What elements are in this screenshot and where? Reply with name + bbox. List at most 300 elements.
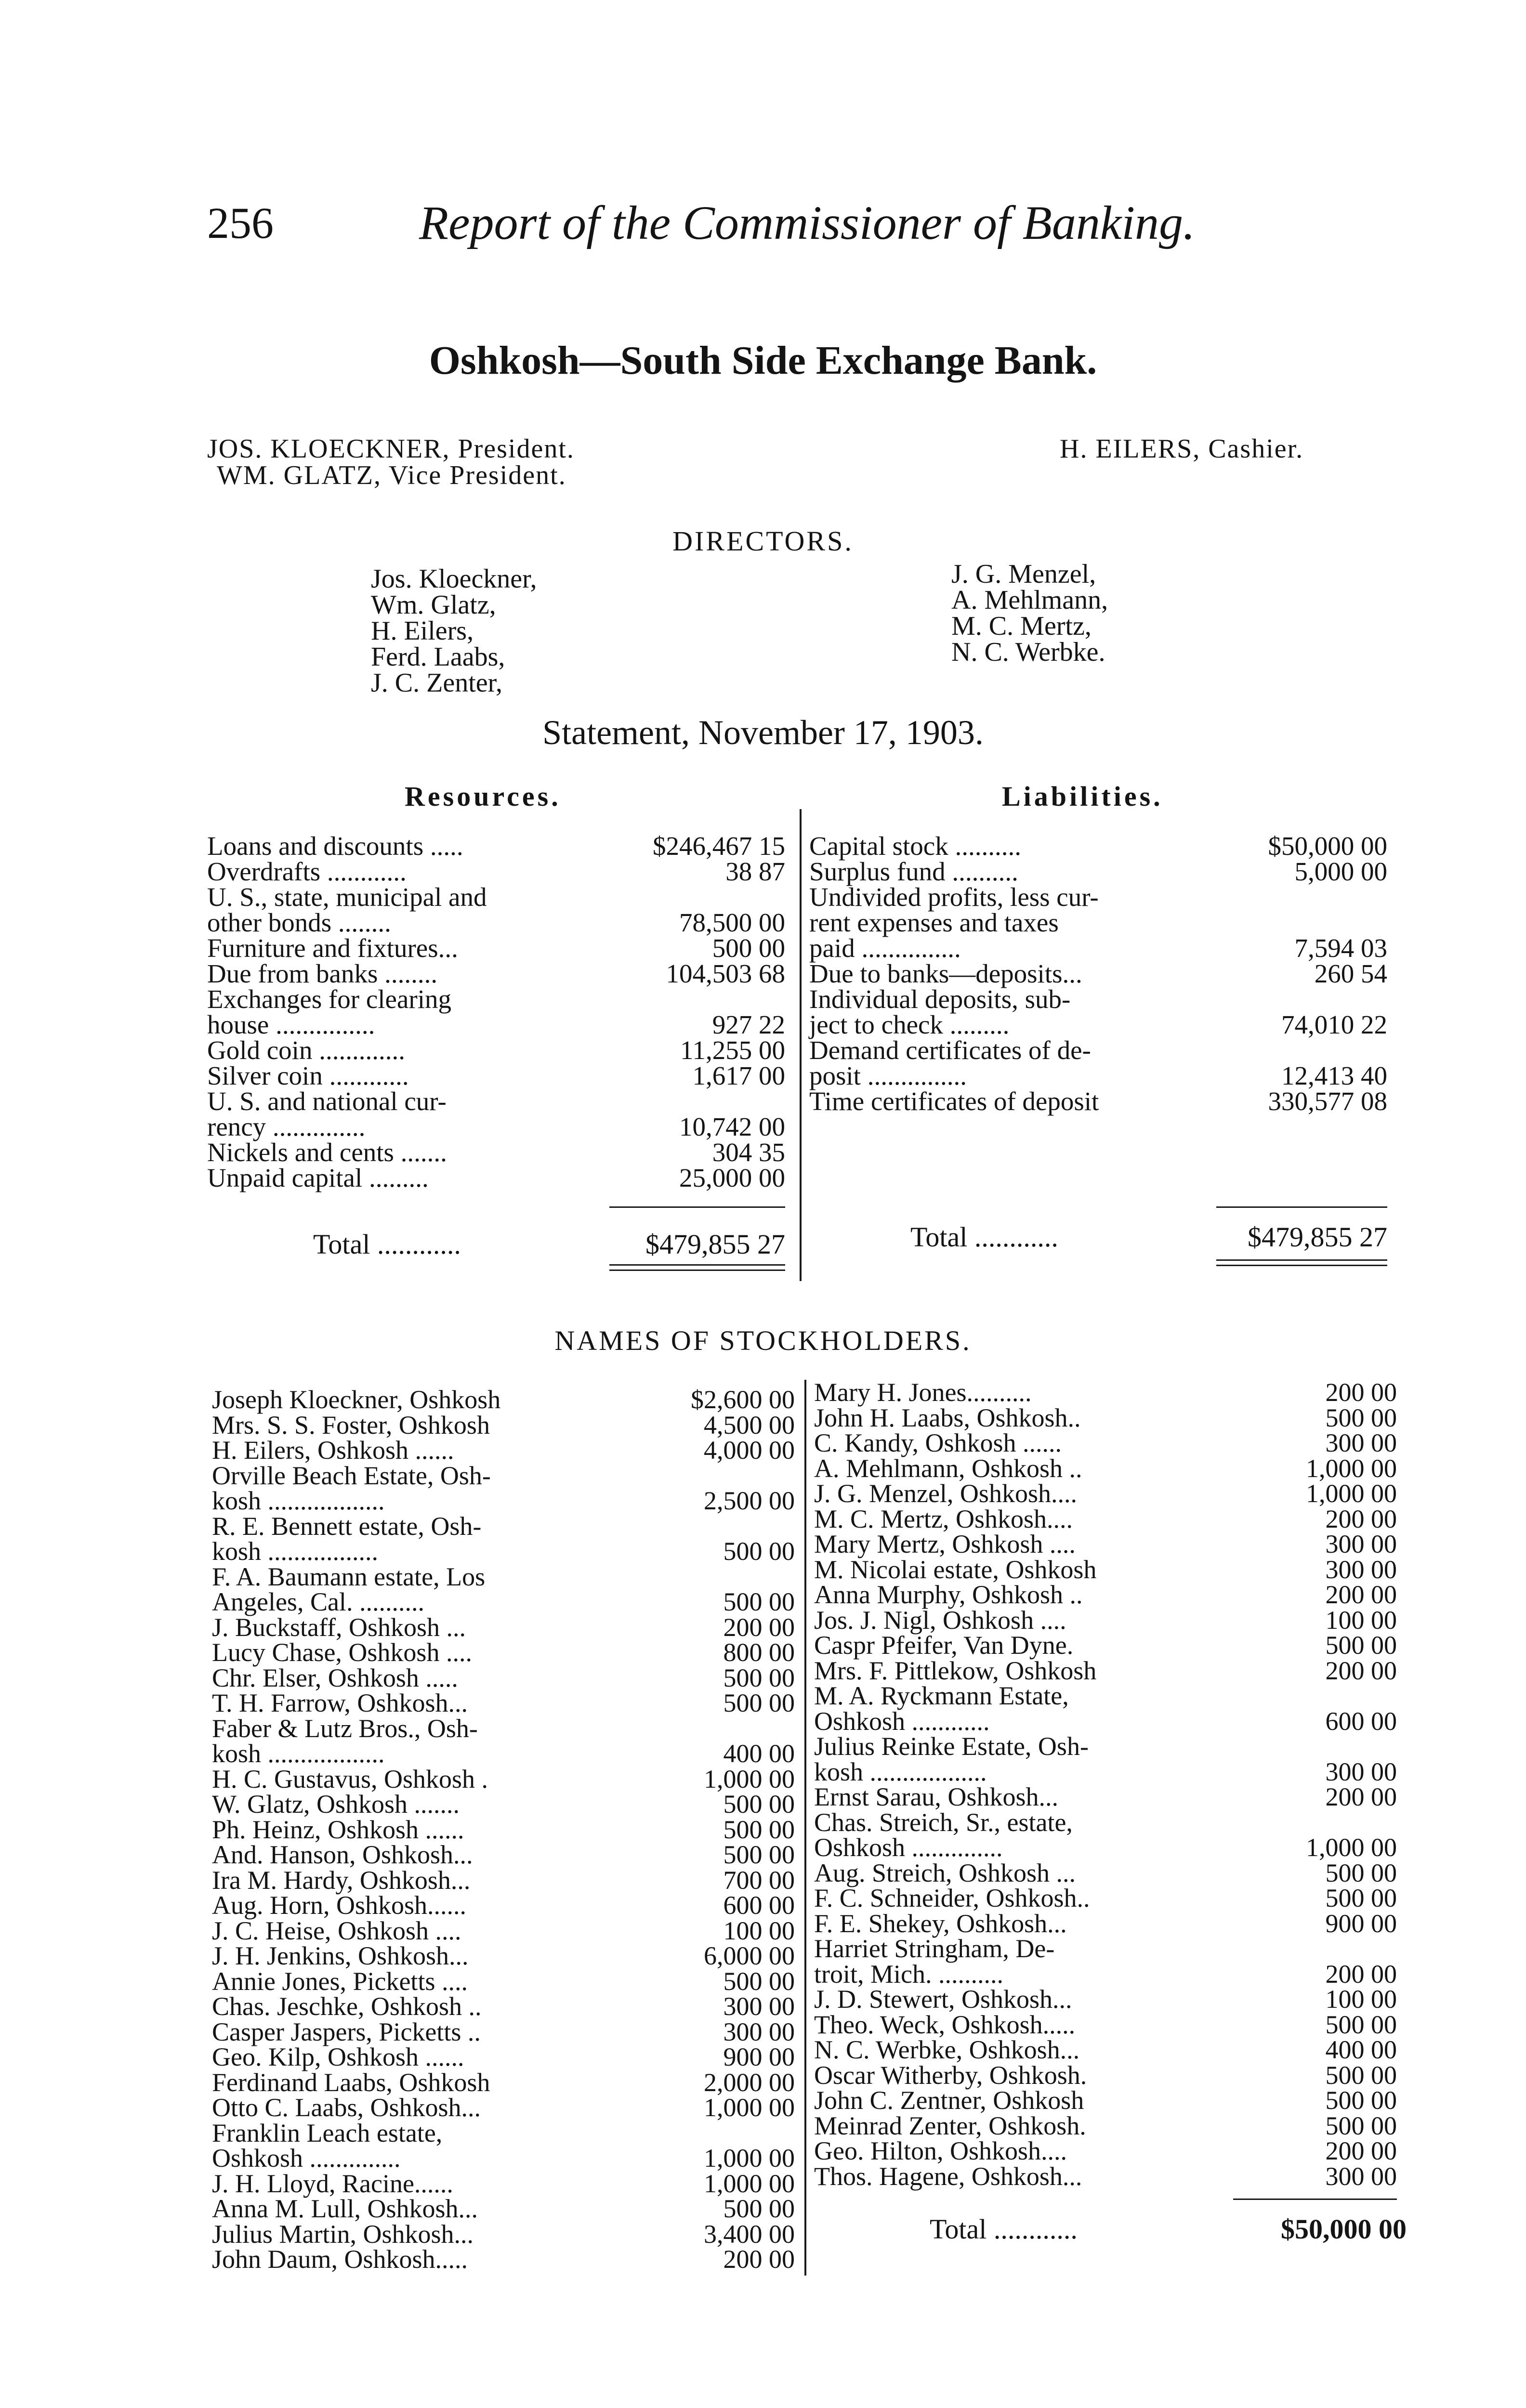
resource-row-amount: 25,000 00 — [679, 1163, 785, 1192]
stockholder-row-label: Annie Jones, Picketts .... — [212, 1966, 468, 1996]
resource-row — [207, 986, 785, 1012]
stockholder-row-label: Mary H. Jones.......... — [814, 1378, 1032, 1407]
resource-row-amount: 304 35 — [712, 1138, 785, 1167]
stockholder-row — [212, 1539, 795, 1564]
stockholder-row-label: Julius Martin, Oshkosh... — [212, 2219, 474, 2249]
stockholder-row — [814, 1835, 1397, 1860]
stockholder-row-amount: 500 00 — [723, 1815, 795, 1844]
stockholder-row-label: Anna M. Lull, Oshkosh... — [212, 2194, 478, 2223]
stockholder-row — [814, 2088, 1397, 2113]
stockholder-row — [814, 1531, 1397, 1557]
resource-row-label: Gold coin ............. — [207, 1035, 405, 1065]
liability-row-label: Demand certificates of de- — [809, 1035, 1091, 1065]
stockholder-row-amount: 100 00 — [1325, 1605, 1397, 1635]
stockholder-row-label: Otto C. Laabs, Oshkosh... — [212, 2093, 481, 2122]
liabilities-total-label: Total ............ — [910, 1221, 1058, 1253]
stockholder-row-amount: 4,000 00 — [704, 1436, 795, 1465]
stockholder-row-label: Lucy Chase, Oshkosh .... — [212, 1638, 472, 1667]
liability-row-label: ject to check ......... — [809, 1010, 1010, 1039]
resource-row — [207, 833, 785, 859]
resource-row — [207, 859, 785, 884]
resource-row-label: U. S. and national cur- — [207, 1086, 447, 1116]
stockholder-row-label: kosh .................. — [814, 1757, 987, 1786]
stockholder-row-amount: 500 00 — [723, 2194, 795, 2223]
director-name: Ferd. Laabs, — [371, 642, 505, 672]
director-name: J. G. Menzel, — [951, 559, 1096, 589]
stockholder-row — [212, 2247, 795, 2272]
stockholder-row — [212, 1943, 795, 1969]
liability-row — [809, 961, 1387, 986]
stockholder-row — [814, 1936, 1397, 1962]
liability-row-label: Surplus fund .......... — [809, 857, 1018, 886]
stockholder-row-label: Ferdinand Laabs, Oshkosh — [212, 2068, 490, 2097]
stockholder-row — [814, 1658, 1397, 1684]
stockholder-row — [814, 2161, 1397, 2191]
stockholder-row-label: Casper Jaspers, Picketts .. — [212, 2017, 481, 2046]
resource-row — [207, 1012, 785, 1037]
stockholder-row — [212, 1842, 795, 1868]
stockholder-row-amount: 1,000 00 — [704, 1764, 795, 1793]
liability-row-amount: $50,000 00 — [1268, 831, 1387, 861]
stockholder-row-label: J. C. Heise, Oshkosh .... — [212, 1916, 461, 1945]
stockholder-row-amount: 200 00 — [1325, 1782, 1397, 1811]
stockholder-row — [814, 1885, 1397, 1911]
stockholder-row — [212, 2219, 795, 2249]
stockholder-row-amount: 300 00 — [1325, 2161, 1397, 2191]
stockholder-row-label: Oscar Witherby, Oshkosh. — [814, 2060, 1087, 2090]
director-name: M. C. Mertz, — [951, 611, 1092, 641]
liability-row — [809, 1012, 1387, 1037]
stockholder-row-amount: 1,000 00 — [704, 2144, 795, 2172]
resource-row — [207, 1114, 785, 1139]
liability-row-label: Due to banks—deposits... — [809, 959, 1082, 988]
stockholder-row-amount: 200 00 — [723, 2245, 795, 2274]
stockholder-row — [212, 1387, 795, 1413]
stockholder-row — [212, 2019, 795, 2045]
liabilities-total: $479,855 27 — [1248, 1221, 1387, 1253]
stockholder-row — [814, 1807, 1397, 1837]
resource-row-amount: 1,617 00 — [692, 1061, 785, 1090]
page-number: 256 — [207, 198, 274, 248]
stockholder-row — [814, 1706, 1397, 1736]
stockholder-row-label: Chas. Jeschke, Oshkosh .. — [212, 1992, 482, 2021]
stockholder-row-amount: 200 00 — [1325, 1656, 1397, 1685]
stockholder-row — [212, 1438, 795, 1463]
liability-row-amount: 330,577 08 — [1268, 1086, 1387, 1116]
stockholder-row-amount: $2,600 00 — [691, 1385, 795, 1414]
stockholder-row — [814, 1987, 1397, 2012]
stockholder-row-amount: 600 00 — [723, 1891, 795, 1920]
resources-total-rule — [609, 1206, 785, 1208]
resources-list — [207, 833, 785, 1191]
resource-row-label: Exchanges for clearing — [207, 984, 451, 1014]
stockholder-row-amount: 300 00 — [1325, 1530, 1397, 1558]
stockholder-row — [212, 1488, 795, 1514]
stockholder-row-label: kosh .................. — [212, 1739, 385, 1768]
stockholder-row-amount: 200 00 — [1325, 1959, 1397, 1989]
stockholder-row — [814, 1557, 1397, 1583]
stockholder-row — [814, 1605, 1397, 1635]
resource-row-amount: $246,467 15 — [653, 831, 785, 861]
stockholder-row — [814, 1860, 1397, 1886]
stockholder-row-amount: 500 00 — [723, 1966, 795, 1996]
stockholder-row — [212, 1716, 795, 1741]
directors-heading: DIRECTORS. — [672, 525, 854, 557]
stockholder-row — [814, 1683, 1397, 1709]
director-name: Wm. Glatz, — [371, 590, 496, 620]
stockholder-row — [212, 2146, 795, 2171]
stockholder-row — [212, 2120, 795, 2146]
liabilities-total-rule — [1216, 1206, 1387, 1208]
resource-row-label: Silver coin ............ — [207, 1061, 409, 1090]
stockholder-row — [814, 1453, 1397, 1483]
stockholder-row-label: kosh .................. — [212, 1486, 385, 1515]
director-name: N. C. Werbke. — [951, 637, 1105, 667]
stockholder-row — [814, 1582, 1397, 1608]
stockholder-row-amount: 500 00 — [1325, 2060, 1397, 2090]
stockholder-row — [814, 1430, 1397, 1456]
stockholder-row — [814, 1633, 1397, 1658]
stockholder-row-label: T. H. Farrow, Oshkosh... — [212, 1688, 468, 1717]
stockholder-row-amount: 800 00 — [723, 1638, 795, 1667]
stockholder-row-amount: 100 00 — [723, 1916, 795, 1945]
liability-row — [809, 910, 1387, 935]
stockholder-row-amount: 200 00 — [1325, 1580, 1397, 1609]
stockholder-row-amount: 1,000 00 — [704, 2093, 795, 2122]
stockholder-row-label: Meinrad Zenter, Oshkosh. — [814, 2111, 1086, 2140]
stockholder-row-amount: 300 00 — [1325, 1428, 1397, 1457]
stockholder-row — [814, 1506, 1397, 1532]
resource-row-amount: 104,503 68 — [666, 959, 785, 988]
stockholder-row-label: J. D. Stewert, Oshkosh... — [814, 1985, 1072, 2014]
stockholder-row-amount: 500 00 — [1325, 2111, 1397, 2140]
stockholder-row-amount: 900 00 — [1325, 1909, 1397, 1938]
stockholder-row — [814, 1784, 1397, 1810]
stockholder-row-label: Oshkosh ............ — [814, 1706, 990, 1736]
stockholder-row-amount: 600 00 — [1325, 1706, 1397, 1736]
liability-row-label: Undivided profits, less cur- — [809, 882, 1099, 912]
stockholder-row — [814, 1759, 1397, 1785]
stockholder-row — [212, 2196, 795, 2222]
stockholder-row-label: And. Hanson, Oshkosh... — [212, 1840, 473, 1869]
stockholder-row-label: Thos. Hagene, Oshkosh... — [814, 2161, 1082, 2191]
stockholder-row — [212, 1511, 795, 1541]
stockholder-row — [212, 1690, 795, 1716]
resources-total-label: Total ............ — [313, 1229, 461, 1260]
liability-row — [809, 859, 1387, 884]
resource-row-amount: 927 22 — [712, 1010, 785, 1039]
stockholder-row — [814, 2138, 1397, 2164]
resource-row-label: house ............... — [207, 1010, 375, 1039]
resource-row-label: U. S., state, municipal and — [207, 882, 487, 912]
stockholder-row-label: M. A. Ryckmann Estate, — [814, 1681, 1069, 1710]
resource-row-label: Overdrafts ............ — [207, 857, 407, 886]
stockholder-row — [212, 1564, 795, 1590]
liability-row-label: posit ............... — [809, 1061, 967, 1090]
liability-row-amount: 260 54 — [1314, 959, 1387, 988]
stockholder-row — [212, 2171, 795, 2197]
stockholder-row — [212, 1463, 795, 1489]
resource-row — [207, 1088, 785, 1114]
stockholder-row — [212, 1640, 795, 1665]
stockholder-row — [212, 1865, 795, 1895]
stockholder-row-label: Geo. Kilp, Oshkosh ...... — [212, 2042, 464, 2071]
stockholder-row — [212, 2095, 795, 2120]
stockholder-row-amount: 500 00 — [1325, 1884, 1397, 1912]
liability-row — [809, 1063, 1387, 1088]
resource-row — [207, 961, 785, 986]
stockholder-row — [814, 1911, 1397, 1937]
stockholder-row-amount: 500 00 — [1325, 2010, 1397, 2039]
stockholder-row-amount: 1,000 00 — [704, 2169, 795, 2198]
resource-row-label: Furniture and fixtures... — [207, 933, 458, 963]
stockholders-total-label: Total ............ — [930, 2213, 1078, 2245]
stockholder-row-amount: 200 00 — [1325, 2136, 1397, 2165]
stockholder-row — [212, 1966, 795, 1996]
stockholder-row-label: John H. Laabs, Oshkosh.. — [814, 1403, 1081, 1432]
stockholder-row-label: J. Buckstaff, Oshkosh ... — [212, 1612, 466, 1642]
stockholder-row-label: F. A. Baumann estate, Los — [212, 1562, 486, 1591]
stockholder-row-label: Jos. J. Nigl, Oshkosh .... — [814, 1605, 1066, 1635]
stockholder-row-label: N. C. Werbke, Oshkosh... — [814, 2035, 1080, 2064]
stockholder-row-amount: 1,000 00 — [1306, 1453, 1397, 1483]
resources-double-rule-b — [609, 1269, 785, 1271]
stockholder-row — [212, 1994, 795, 2019]
stockholder-row-label: Mrs. S. S. Foster, Oshkosh — [212, 1410, 490, 1440]
liabilities-double-rule-a — [1216, 1259, 1387, 1261]
stockholder-row-label: Aug. Streich, Oshkosh ... — [814, 1858, 1076, 1887]
stockholder-row — [814, 2060, 1397, 2090]
liability-row — [809, 833, 1387, 859]
stockholder-row-amount: 300 00 — [723, 1992, 795, 2021]
stockholder-row-amount: 200 00 — [723, 1612, 795, 1642]
stockholder-row-label: Geo. Hilton, Oshkosh.... — [814, 2136, 1067, 2165]
resources-total: $479,855 27 — [645, 1229, 785, 1260]
stockholder-row — [814, 1380, 1397, 1405]
stockholder-row-amount: 400 00 — [723, 1739, 795, 1768]
directors-right-column — [951, 561, 1108, 665]
stockholder-row-amount: 900 00 — [723, 2042, 795, 2071]
stockholder-row — [212, 1893, 795, 1918]
liabilities-double-rule-b — [1216, 1265, 1387, 1266]
stockholder-row-amount: 6,000 00 — [704, 1941, 795, 1970]
stockholder-row-label: H. Eilers, Oshkosh ...... — [212, 1436, 454, 1465]
stockholders-heading: NAMES OF STOCKHOLDERS. — [554, 1325, 972, 1356]
stockholder-row — [212, 1918, 795, 1944]
stockholder-row-amount: 700 00 — [723, 1865, 795, 1895]
cashier: H. EILERS, Cashier. — [1060, 434, 1304, 464]
stockholder-row-label: W. Glatz, Oshkosh ....... — [212, 1790, 460, 1819]
vice-president: WM. GLATZ, Vice President. — [217, 460, 566, 490]
stockholder-row — [212, 1741, 795, 1767]
stockholder-row-amount: 500 00 — [1325, 1631, 1397, 1660]
statement-divider — [800, 809, 802, 1281]
stockholder-row-amount: 300 00 — [1325, 1555, 1397, 1584]
liability-row-label: Time certificates of deposit — [809, 1086, 1099, 1116]
stockholder-row — [212, 1817, 795, 1843]
stockholder-row — [212, 1764, 795, 1793]
stockholder-row-amount: 1,000 00 — [1306, 1833, 1397, 1862]
stockholder-row-label: Franklin Leach estate, — [212, 2118, 443, 2147]
stockholder-row-label: Anna Murphy, Oshkosh .. — [814, 1580, 1083, 1609]
stockholder-row-amount: 500 00 — [1325, 1858, 1397, 1887]
stockholder-row-amount: 500 00 — [1325, 2086, 1397, 2115]
stockholder-row — [212, 1792, 795, 1817]
stockholder-row-label: Angeles, Cal. .......... — [212, 1587, 424, 1616]
stockholder-row-label: kosh ................. — [212, 1537, 379, 1566]
stockholder-row — [814, 2012, 1397, 2038]
stockholder-row-label: Faber & Lutz Bros., Osh- — [212, 1714, 478, 1743]
stockholder-row-label: Chas. Streich, Sr., estate, — [814, 1807, 1073, 1837]
stockholders-total-rule — [1233, 2199, 1397, 2200]
statement-title: Statement, November 17, 1903. — [542, 713, 984, 752]
resource-row-amount: 78,500 00 — [679, 908, 785, 937]
stockholder-row-label: Oshkosh .............. — [212, 2144, 401, 2172]
stockholder-row — [212, 1589, 795, 1615]
stockholder-row-label: F. E. Shekey, Oshkosh... — [814, 1909, 1067, 1938]
resource-row-amount: 38 87 — [725, 857, 785, 886]
stockholder-row-amount: 300 00 — [723, 2017, 795, 2046]
directors-left-column — [371, 566, 537, 696]
resource-row — [207, 1165, 785, 1191]
resource-row-amount: 11,255 00 — [680, 1035, 785, 1065]
director-name: H. Eilers, — [371, 616, 474, 646]
stockholder-row — [814, 2037, 1397, 2063]
stockholder-row-label: R. E. Bennett estate, Osh- — [212, 1511, 482, 1541]
resource-row-label: rency .............. — [207, 1112, 366, 1141]
stockholder-row-label: Theo. Weck, Oshkosh..... — [814, 2010, 1076, 2039]
liabilities-list — [809, 833, 1387, 1114]
liabilities-heading: Liabilities. — [1002, 781, 1163, 812]
liability-row-label: paid ............... — [809, 933, 961, 963]
stockholder-row-amount: 200 00 — [1325, 1504, 1397, 1533]
resources-double-rule-a — [609, 1264, 785, 1266]
stockholder-row-amount: 500 00 — [723, 1840, 795, 1869]
stockholder-row — [814, 1959, 1397, 1989]
stockholder-row-label: Oshkosh .............. — [814, 1833, 1003, 1862]
resource-row — [207, 1063, 785, 1088]
resource-row — [207, 935, 785, 961]
stockholder-row-label: J. G. Menzel, Oshkosh.... — [814, 1479, 1077, 1508]
liability-row — [809, 935, 1387, 961]
stockholder-row-label: Ernst Sarau, Oshkosh... — [814, 1782, 1058, 1811]
stockholder-row-amount: 500 00 — [723, 1537, 795, 1566]
stockholder-row-label: M. Nicolai estate, Oshkosh — [814, 1555, 1097, 1584]
director-name: J. C. Zenter, — [371, 668, 503, 698]
liability-row — [809, 1088, 1387, 1114]
liability-row-amount: 74,010 22 — [1281, 1010, 1387, 1039]
stockholder-row-label: Harriet Stringham, De- — [814, 1934, 1055, 1963]
stockholder-row-amount: 300 00 — [1325, 1757, 1397, 1786]
stockholder-row-amount: 200 00 — [1325, 1378, 1397, 1407]
stockholder-row — [814, 1405, 1397, 1431]
stockholder-row-label: Orville Beach Estate, Osh- — [212, 1461, 491, 1490]
stockholder-row — [814, 1481, 1397, 1506]
president: JOS. KLOECKNER, President. — [207, 434, 575, 464]
stockholder-row-amount: 2,000 00 — [704, 2068, 795, 2097]
liability-row — [809, 884, 1387, 910]
resource-row-label: other bonds ........ — [207, 908, 391, 937]
bank-title: Oshkosh—South Side Exchange Bank. — [429, 338, 1097, 383]
director-name: Jos. Kloeckner, — [371, 564, 537, 594]
stockholder-row-label: John Daum, Oshkosh..... — [212, 2245, 468, 2274]
stockholder-row-amount: 400 00 — [1325, 2035, 1397, 2064]
stockholder-row-label: Joseph Kloeckner, Oshkosh — [212, 1385, 501, 1414]
stockholder-row-amount: 2,500 00 — [704, 1486, 795, 1515]
stockholder-row-label: F. C. Schneider, Oshkosh.. — [814, 1884, 1090, 1912]
stockholder-row-amount: 4,500 00 — [704, 1410, 795, 1440]
stockholder-row-label: Caspr Pfeifer, Van Dyne. — [814, 1631, 1074, 1660]
stockholder-row-label: Aug. Horn, Oshkosh...... — [212, 1891, 467, 1920]
stockholder-row-amount: 500 00 — [723, 1688, 795, 1717]
stockholder-row-amount: 100 00 — [1325, 1985, 1397, 2014]
resource-row-amount: 500 00 — [712, 933, 785, 963]
stockholder-row-label: C. Kandy, Oshkosh ...... — [814, 1428, 1062, 1457]
stockholder-row — [814, 1734, 1397, 1759]
liability-row-amount: 7,594 03 — [1294, 933, 1387, 963]
director-name: A. Mehlmann, — [951, 585, 1108, 615]
resource-row — [207, 884, 785, 910]
stockholder-row-label: Chr. Elser, Oshkosh ..... — [212, 1663, 458, 1692]
stockholders-total: $50,000 00 — [1281, 2213, 1407, 2245]
resource-row — [207, 1037, 785, 1063]
stockholder-row-label: M. C. Mertz, Oshkosh.... — [814, 1504, 1073, 1533]
stockholder-row-amount: 3,400 00 — [704, 2219, 795, 2249]
stockholder-row-amount: 500 00 — [723, 1587, 795, 1616]
resource-row-label: Loans and discounts ..... — [207, 831, 463, 861]
stockholder-row-amount: 500 00 — [723, 1663, 795, 1692]
stockholder-row — [814, 2113, 1397, 2139]
running-title: Report of the Commissioner of Banking. — [419, 196, 1195, 249]
stockholder-row-label: J. H. Lloyd, Racine...... — [212, 2169, 453, 2198]
resource-row-label: Due from banks ........ — [207, 959, 438, 988]
stockholder-row — [212, 2070, 795, 2095]
liability-row-label: Capital stock .......... — [809, 831, 1021, 861]
stockholders-divider — [804, 1380, 806, 2276]
resource-row — [207, 910, 785, 935]
resource-row-label: Unpaid capital ......... — [207, 1163, 429, 1192]
liability-row-amount: 5,000 00 — [1294, 857, 1387, 886]
stockholder-row-amount: 500 00 — [723, 1790, 795, 1819]
resource-row-label: Nickels and cents ....... — [207, 1138, 447, 1167]
resources-heading: Resources. — [405, 781, 561, 812]
stockholders-left-list — [212, 1387, 795, 2272]
resource-row-amount: 10,742 00 — [679, 1112, 785, 1141]
stockholder-row-label: troit, Mich. .......... — [814, 1959, 1003, 1989]
stockholder-row-label: Ira M. Hardy, Oshkosh... — [212, 1865, 471, 1895]
stockholder-row — [212, 1612, 795, 1642]
stockholder-row-amount: 1,000 00 — [1306, 1479, 1397, 1508]
stockholder-row-label: John C. Zentner, Oshkosh — [814, 2086, 1084, 2115]
liability-row-label: rent expenses and taxes — [809, 908, 1059, 937]
stockholder-row-label: Mrs. F. Pittlekow, Oshkosh — [814, 1656, 1097, 1685]
liability-row — [809, 986, 1387, 1012]
stockholder-row-label: A. Mehlmann, Oshkosh .. — [814, 1453, 1082, 1483]
stockholder-row-label: J. H. Jenkins, Oshkosh... — [212, 1941, 469, 1970]
stockholder-row-label: Mary Mertz, Oshkosh .... — [814, 1530, 1076, 1558]
stockholder-row-label: Julius Reinke Estate, Osh- — [814, 1732, 1089, 1761]
liability-row-label: Individual deposits, sub- — [809, 984, 1071, 1014]
liability-row — [809, 1037, 1387, 1063]
stockholder-row-label: H. C. Gustavus, Oshkosh . — [212, 1764, 488, 1793]
stockholder-row-amount: 500 00 — [1325, 1403, 1397, 1432]
liability-row-amount: 12,413 40 — [1281, 1061, 1387, 1090]
stockholder-row — [212, 2044, 795, 2070]
stockholders-right-list — [814, 1380, 1397, 2189]
stockholder-row — [212, 1665, 795, 1691]
resource-row — [207, 1139, 785, 1165]
stockholder-row-label: Ph. Heinz, Oshkosh ...... — [212, 1815, 464, 1844]
